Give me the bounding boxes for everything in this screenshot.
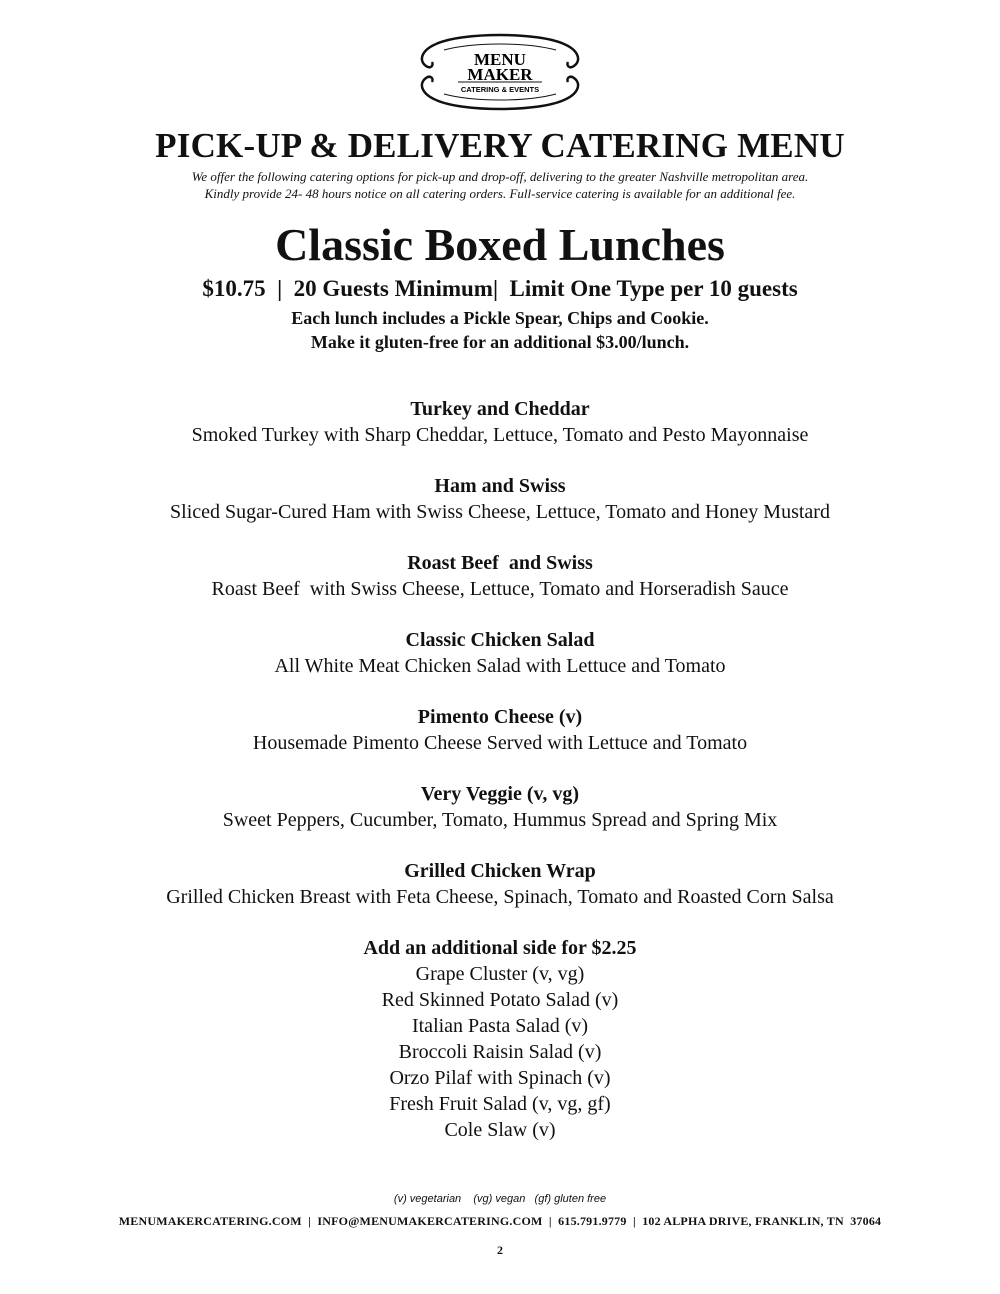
sides-title: Add an additional side for $2.25 [363,937,637,959]
includes-line: Each lunch includes a Pickle Spear, Chips and Cookie. [291,308,709,328]
side-item: Grape Cluster (v, vg) [415,963,585,985]
menu-item-name: Classic Chicken Salad [405,629,595,651]
menu-item [0,781,1000,833]
menu-item-description: All White Meat Chicken Salad with Lettuce and Tomato [274,655,726,677]
side-item: Cole Slaw (v) [444,1119,556,1141]
intro-line-1: We offer the following catering options for pick-up and drop-off, delivering to the greater Nashville metropolitan area. [191,169,809,184]
logo-flourish-graphic [414,30,586,114]
contact-footer: MENUMAKERCATERING.COM | INFO@MENUMAKERCATERING.COM | 615.791.9779 | 102 ALPHA DRIVE, FRANKLIN, TN 37064 [118,1214,882,1228]
menu-item-name: Ham and Swiss [434,475,566,497]
menu-item-name: Turkey and Cheddar [410,398,590,420]
intro-line-2: Kindly provide 24- 48 hours notice on all catering orders. Full-service catering is available for an additional fee. [204,186,796,201]
price-line: $10.75 | 20 Guests Minimum| Limit One Type per 10 guests [202,276,798,301]
menu-item [0,627,1000,679]
intro-text [0,168,1000,202]
side-item: Red Skinned Potato Salad (v) [381,989,619,1011]
logo-line-maker: MAKER [467,65,533,84]
menu-items-list [0,396,1000,1143]
menu-item [0,704,1000,756]
menu-item-description: Smoked Turkey with Sharp Cheddar, Lettuce, Tomato and Pesto Mayonnaise [191,424,809,446]
side-item: Italian Pasta Salad (v) [411,1015,589,1037]
page-title: PICK-UP & DELIVERY CATERING MENU [155,126,845,165]
menu-item [0,858,1000,910]
menu-item [0,473,1000,525]
menu-item [0,396,1000,448]
menu-item-name: Roast Beef and Swiss [407,552,593,574]
side-item: Orzo Pilaf with Spinach (v) [389,1067,611,1089]
menu-item-name: Very Veggie (v, vg) [420,783,580,805]
menu-item-description: Roast Beef with Swiss Cheese, Lettuce, Tomato and Horseradish Sauce [211,578,789,600]
sides-section [0,935,1000,1143]
side-item: Broccoli Raisin Salad (v) [398,1041,602,1063]
menu-item-description: Sweet Peppers, Cucumber, Tomato, Hummus Spread and Spring Mix [222,809,778,831]
gluten-free-line: Make it gluten-free for an additional $3.00/lunch. [310,332,690,352]
menu-item-description: Sliced Sugar-Cured Ham with Swiss Cheese, Lettuce, Tomato and Honey Mustard [170,501,830,523]
includes-note [0,306,1000,354]
logo-line-catering: CATERING & EVENTS [460,85,540,94]
menu-item-name: Grilled Chicken Wrap [404,860,596,882]
menu-item [0,550,1000,602]
menu-item-description: Grilled Chicken Breast with Feta Cheese, Spinach, Tomato and Roasted Corn Salsa [166,886,834,908]
side-item: Fresh Fruit Salad (v, vg, gf) [389,1093,611,1115]
dietary-legend: (v) vegetarian (vg) vegan (gf) gluten free [393,1193,607,1205]
section-title: Classic Boxed Lunches [275,219,725,270]
menu-item-description: Housemade Pimento Cheese Served with Lettuce and Tomato [252,732,748,754]
menu-item-name: Pimento Cheese (v) [417,706,583,728]
menu-maker-logo [414,30,586,114]
page-number: 2 [497,1243,503,1257]
logo-line-menu: MENU [474,50,526,69]
